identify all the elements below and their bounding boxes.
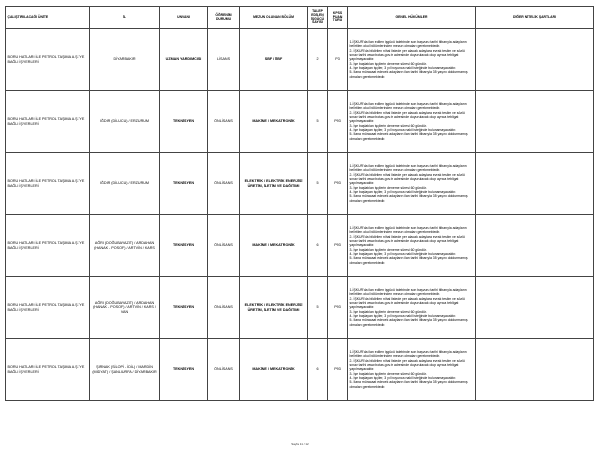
city-cell: AĞRI (DOĞUBAYAZIT) / ARDAHAN (HANAK - POSOF) / ARTVİN / KARS / VAN — [90, 277, 160, 339]
title-cell: TEKNİSYEN — [160, 91, 208, 153]
header-education: ÖĞRENİM DURUMU — [208, 7, 240, 29]
count-cell: 6 — [308, 215, 328, 277]
general-provisions-cell: 1-İŞKUR'da ilan edilen işgücü talebinde son başvuru tarihi itibarıyla adayların belirtilen okul bölümlerinden mezun olmaları gerekmektedir. 2- İŞKUR'da bildirilen nihai listede yer alacak adaylara evrak teslim ve sözlü sınav tarihi www.botas.gov.tr adresinde duyurulacak olup ayrıca tebligat yapılmayacaktır. 3- İşe başlatılan işçilerin deneme süresi 60 gündür. 4- İşe başlayan işçiler, 3 yıl boyunca nakil isteğinde bulunamayacaktır. 5- İlana müracaat edecek adayların ilan tarihi itibarıyla 35 yaşını doldurmamış olmaları gerekmektedir. — [348, 153, 476, 215]
unit-cell: BORU HATLARI İLE PETROL TAŞIMA A.Ş.'YE BAĞLI İŞYERLERİ — [6, 153, 90, 215]
general-provisions-cell: 1-İŞKUR'da ilan edilen işgücü talebinde son başvuru tarihi itibarıyla adayların belirtilen okul bölümlerinden mezun olmaları gerekmektedir. 2- İŞKUR'da bildirilen nihai listede yer alacak adaylara evrak teslim ve sözlü sınav tarihi www.botas.gov.tr adresinde duyurulacak olup ayrıca tebligat yapılmayacaktır. 3- İşe başlatılan işçilerin deneme süresi 60 gündür. 4- İşe başlayan işçiler, 3 yıl boyunca nakil isteğinde bulunamayacaktır. 5- İlana müracaat edecek adayların ilan tarihi itibarıyla 35 yaşını doldurmamış olmaları gerekmektedir. — [348, 339, 476, 401]
kpss-cell: P93 — [328, 91, 348, 153]
header-count: TALEP EDİLEN İŞGÜCÜ SAYISI — [308, 7, 328, 29]
unit-cell: BORU HATLARI İLE PETROL TAŞIMA A.Ş.'YE BAĞLI İŞYERLERİ — [6, 29, 90, 91]
title-cell: TEKNİSYEN — [160, 153, 208, 215]
other-requirements-cell — [476, 277, 594, 339]
title-cell: TEKNİSYEN — [160, 277, 208, 339]
header-other: DİĞER NİTELİK ŞARTLARI — [476, 7, 594, 29]
table-row — [6, 91, 594, 153]
header-title: UNVANI — [160, 7, 208, 29]
header-kpss: KPSS PUAN TÜRÜ — [328, 7, 348, 29]
job-listing-table — [5, 6, 594, 401]
title-cell: UZMAN YARDIMCISI — [160, 29, 208, 91]
department-cell: ELEKTRİK / ELEKTRİK ENERJİSİ ÜRETİM, İLETİM VE DAĞITIMI — [240, 153, 308, 215]
kpss-cell: P93 — [328, 153, 348, 215]
title-cell: TEKNİSYEN — [160, 339, 208, 401]
page-footer: Sayfa 11 / 12 — [291, 442, 309, 446]
general-provisions-cell: 1-İŞKUR'da ilan edilen işgücü talebinde son başvuru tarihi itibarıyla adayların belirtilen okul bölümlerinden mezun olmaları gerekmektedir. 2- İŞKUR'da bildirilen nihai listede yer alacak adaylara evrak teslim ve sözlü sınav tarihi www.botas.gov.tr adresinde duyurulacak olup ayrıca tebligat yapılmayacaktır. 3- İşe başlatılan işçilerin deneme süresi 60 gündür. 4- İşe başlayan işçiler, 3 yıl boyunca nakil isteğinde bulunamayacaktır. 5- İlana müracaat edecek adayların ilan tarihi itibarıyla 35 yaşını doldurmamış olmaları gerekmektedir. — [348, 29, 476, 91]
education-cell: LİSANS — [208, 29, 240, 91]
city-cell: AĞRI (DOĞUBAYAZIT) / ARDAHAN (HANAK - POSOF) / ARTVİN / KARS — [90, 215, 160, 277]
other-requirements-cell — [476, 91, 594, 153]
department-cell: MAKİNE / MEKATRONİK — [240, 215, 308, 277]
unit-cell: BORU HATLARI İLE PETROL TAŞIMA A.Ş.'YE BAĞLI İŞYERLERİ — [6, 91, 90, 153]
count-cell: 5 — [308, 277, 328, 339]
general-provisions-cell: 1-İŞKUR'da ilan edilen işgücü talebinde son başvuru tarihi itibarıyla adayların belirtilen okul bölümlerinden mezun olmaları gerekmektedir. 2- İŞKUR'da bildirilen nihai listede yer alacak adaylara evrak teslim ve sözlü sınav tarihi www.botas.gov.tr adresinde duyurulacak olup ayrıca tebligat yapılmayacaktır. 3- İşe başlatılan işçilerin deneme süresi 60 gündür. 4- İşe başlayan işçiler, 3 yıl boyunca nakil isteğinde bulunamayacaktır. 5- İlana müracaat edecek adayların ilan tarihi itibarıyla 35 yaşını doldurmamış olmaları gerekmektedir. — [348, 215, 476, 277]
table-row — [6, 215, 594, 277]
general-provisions-cell: 1-İŞKUR'da ilan edilen işgücü talebinde son başvuru tarihi itibarıyla adayların belirtilen okul bölümlerinden mezun olmaları gerekmektedir. 2- İŞKUR'da bildirilen nihai listede yer alacak adaylara evrak teslim ve sözlü sınav tarihi www.botas.gov.tr adresinde duyurulacak olup ayrıca tebligat yapılmayacaktır. 3- İşe başlatılan işçilerin deneme süresi 60 gündür. 4- İşe başlayan işçiler, 3 yıl boyunca nakil isteğinde bulunamayacaktır. 5- İlana müracaat edecek adayların ilan tarihi itibarıyla 35 yaşını doldurmamış olmaları gerekmektedir. — [348, 91, 476, 153]
unit-cell: BORU HATLARI İLE PETROL TAŞIMA A.Ş.'YE BAĞLI İŞYERLERİ — [6, 339, 90, 401]
kpss-cell: P93 — [328, 277, 348, 339]
table-row — [6, 339, 594, 401]
other-requirements-cell — [476, 339, 594, 401]
header-general: GENEL HÜKÜMLER — [348, 7, 476, 29]
city-cell: IĞDIR (DİLUCU) / ERZURUM — [90, 91, 160, 153]
city-cell: ŞIRNAK (SİLOPİ - İDİL) / MARDİN (MİDYAT) / ŞANLIURFA / DİYARBAKIR — [90, 339, 160, 401]
unit-cell: BORU HATLARI İLE PETROL TAŞIMA A.Ş.'YE BAĞLI İŞYERLERİ — [6, 215, 90, 277]
table-row — [6, 153, 594, 215]
education-cell: ÖNLİSANS — [208, 153, 240, 215]
other-requirements-cell — [476, 29, 594, 91]
count-cell: 5 — [308, 91, 328, 153]
education-cell: ÖNLİSANS — [208, 277, 240, 339]
header-department: MEZUN OLUNAN BÖLÜM — [240, 7, 308, 29]
education-cell: ÖNLİSANS — [208, 91, 240, 153]
kpss-cell: P93 — [328, 215, 348, 277]
city-cell: IĞDIR (DİLUCU) / ERZURUM — [90, 153, 160, 215]
education-cell: ÖNLİSANS — [208, 339, 240, 401]
table-row — [6, 277, 594, 339]
other-requirements-cell — [476, 215, 594, 277]
kpss-cell: P93 — [328, 339, 348, 401]
department-cell: SBF / İİBF — [240, 29, 308, 91]
department-cell: ELEKTRİK / ELEKTRİK ENERJİSİ ÜRETİM, İLETİM VE DAĞITIMI — [240, 277, 308, 339]
count-cell: 2 — [308, 29, 328, 91]
header-unit: ÇALIŞTIRILACAĞI ÜNİTE — [6, 7, 90, 29]
count-cell: 6 — [308, 339, 328, 401]
other-requirements-cell — [476, 153, 594, 215]
table-row — [6, 29, 594, 91]
count-cell: 5 — [308, 153, 328, 215]
title-cell: TEKNİSYEN — [160, 215, 208, 277]
general-provisions-cell: 1-İŞKUR'da ilan edilen işgücü talebinde son başvuru tarihi itibarıyla adayların belirtilen okul bölümlerinden mezun olmaları gerekmektedir. 2- İŞKUR'da bildirilen nihai listede yer alacak adaylara evrak teslim ve sözlü sınav tarihi www.botas.gov.tr adresinde duyurulacak olup ayrıca tebligat yapılmayacaktır. 3- İşe başlatılan işçilerin deneme süresi 60 gündür. 4- İşe başlayan işçiler, 3 yıl boyunca nakil isteğinde bulunamayacaktır. 5- İlana müracaat edecek adayların ilan tarihi itibarıyla 35 yaşını doldurmamış olmaları gerekmektedir. — [348, 277, 476, 339]
education-cell: ÖNLİSANS — [208, 215, 240, 277]
table-header-row — [6, 7, 594, 29]
department-cell: MAKİNE / MEKATRONİK — [240, 91, 308, 153]
kpss-cell: P3 — [328, 29, 348, 91]
city-cell: DİYARBAKIR — [90, 29, 160, 91]
unit-cell: BORU HATLARI İLE PETROL TAŞIMA A.Ş.'YE BAĞLI İŞYERLERİ — [6, 277, 90, 339]
department-cell: MAKİNE / MEKATRONİK — [240, 339, 308, 401]
header-city: İL — [90, 7, 160, 29]
